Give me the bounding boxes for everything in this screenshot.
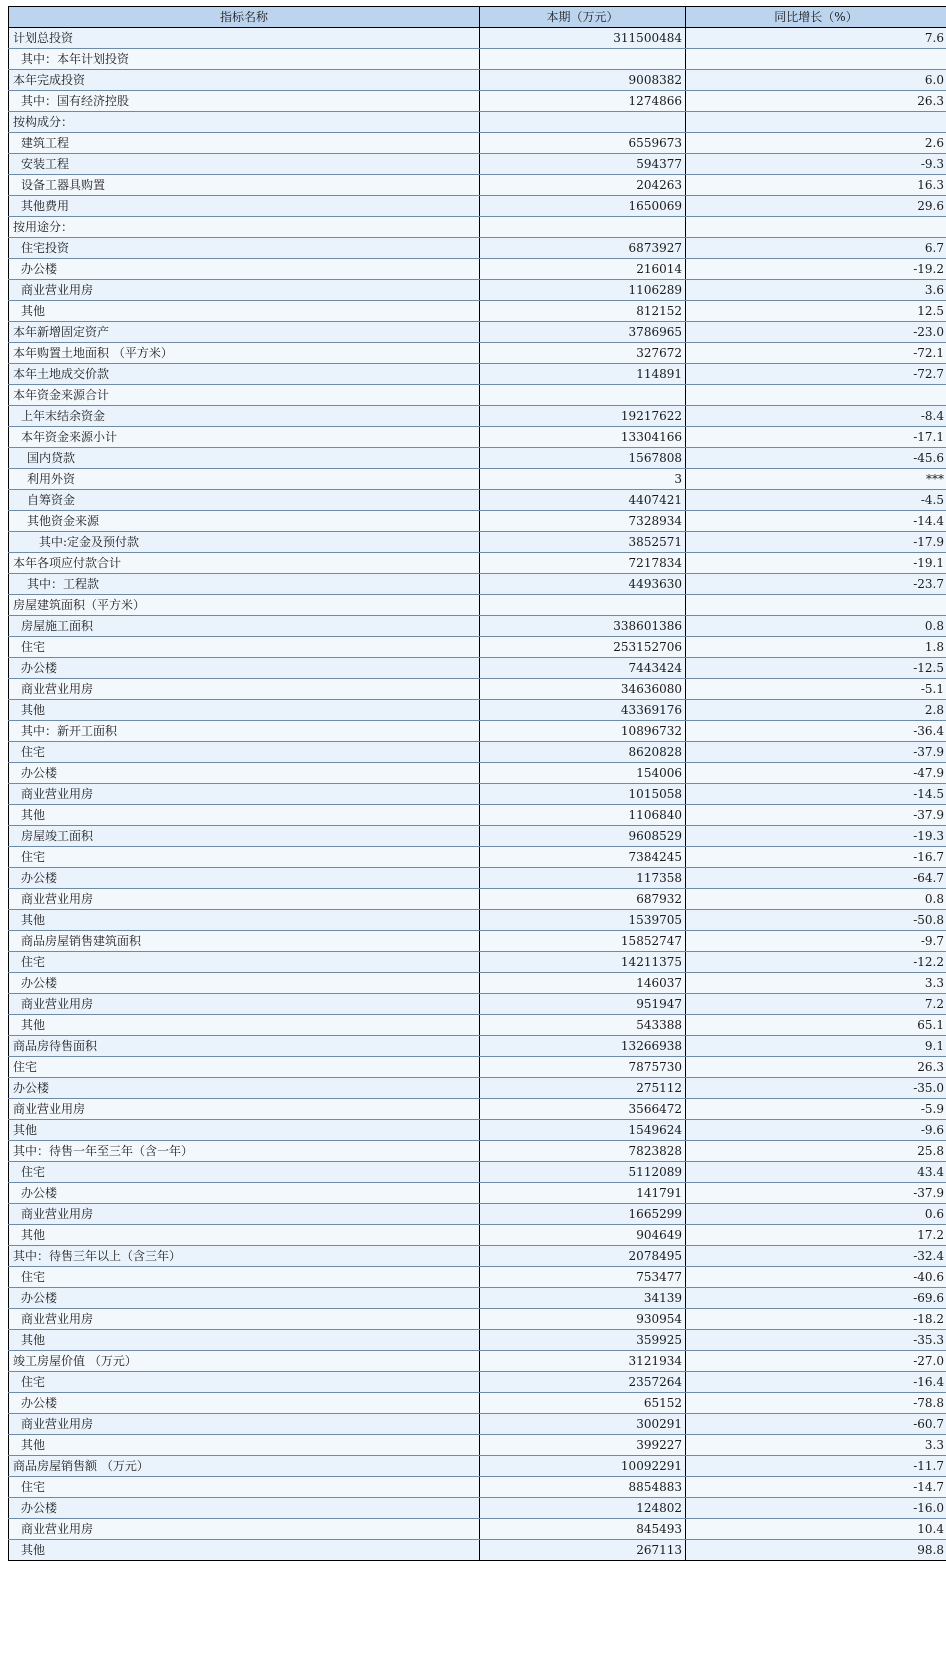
- yoy-growth-cell: 0.6: [686, 1204, 946, 1225]
- current-value-cell: 7217834: [480, 553, 686, 574]
- indicator-name-cell: 利用外资: [9, 469, 480, 490]
- indicator-name-cell: 国内贷款: [9, 448, 480, 469]
- yoy-growth-cell: -14.4: [686, 511, 946, 532]
- current-value-cell: 4407421: [480, 490, 686, 511]
- table-row: [9, 973, 946, 994]
- table-row: [9, 952, 946, 973]
- yoy-growth-cell: -72.1: [686, 343, 946, 364]
- table-row: [9, 1225, 946, 1246]
- yoy-growth-cell: -23.0: [686, 322, 946, 343]
- current-value-cell: 359925: [480, 1330, 686, 1351]
- table-row: [9, 511, 946, 532]
- indicator-name-cell: 其他: [9, 301, 480, 322]
- yoy-growth-cell: -35.3: [686, 1330, 946, 1351]
- table-row: [9, 1456, 946, 1477]
- yoy-growth-cell: 6.7: [686, 238, 946, 259]
- yoy-growth-cell: -32.4: [686, 1246, 946, 1267]
- indicator-name-cell: 商业营业用房: [9, 1309, 480, 1330]
- yoy-growth-cell: -8.4: [686, 406, 946, 427]
- current-value-cell: 327672: [480, 343, 686, 364]
- table-row: [9, 1015, 946, 1036]
- yoy-growth-cell: -72.7: [686, 364, 946, 385]
- yoy-growth-cell: -27.0: [686, 1351, 946, 1372]
- indicator-name-cell: 住宅: [9, 637, 480, 658]
- yoy-growth-cell: -37.9: [686, 742, 946, 763]
- indicator-name-cell: 其中：新开工面积: [9, 721, 480, 742]
- indicator-name-cell: 办公楼: [9, 1078, 480, 1099]
- current-value-cell: 2357264: [480, 1372, 686, 1393]
- current-value-cell: [480, 385, 686, 406]
- yoy-growth-cell: 17.2: [686, 1225, 946, 1246]
- table-row: [9, 1036, 946, 1057]
- current-value-cell: 1015058: [480, 784, 686, 805]
- current-value-cell: 951947: [480, 994, 686, 1015]
- table-row: [9, 1309, 946, 1330]
- table-row: [9, 616, 946, 637]
- table-row: [9, 112, 946, 133]
- yoy-growth-cell: -14.5: [686, 784, 946, 805]
- yoy-growth-cell: -16.7: [686, 847, 946, 868]
- table-row: [9, 196, 946, 217]
- indicator-name-cell: 本年资金来源合计: [9, 385, 480, 406]
- current-value-cell: 154006: [480, 763, 686, 784]
- current-value-cell: 812152: [480, 301, 686, 322]
- indicator-name-cell: 其他: [9, 1015, 480, 1036]
- indicator-name-cell: 按用途分：: [9, 217, 480, 238]
- indicator-name-cell: 办公楼: [9, 763, 480, 784]
- table-row: [9, 133, 946, 154]
- table-row: [9, 238, 946, 259]
- yoy-growth-cell: -37.9: [686, 805, 946, 826]
- yoy-growth-cell: 16.3: [686, 175, 946, 196]
- indicator-name-cell: 住宅: [9, 952, 480, 973]
- indicator-name-cell: 本年购置土地面积 （平方米）: [9, 343, 480, 364]
- current-value-cell: 1650069: [480, 196, 686, 217]
- table-row: [9, 847, 946, 868]
- current-value-cell: 1539705: [480, 910, 686, 931]
- yoy-growth-cell: -16.0: [686, 1498, 946, 1519]
- yoy-growth-cell: -16.4: [686, 1372, 946, 1393]
- indicator-name-cell: 其中：待售一年至三年（含一年）: [9, 1141, 480, 1162]
- current-value-cell: 8854883: [480, 1477, 686, 1498]
- indicator-name-cell: 房屋竣工面积: [9, 826, 480, 847]
- indicator-name-cell: 其中：本年计划投资: [9, 49, 480, 70]
- yoy-growth-cell: -19.2: [686, 259, 946, 280]
- indicator-name-cell: 商业营业用房: [9, 784, 480, 805]
- current-value-cell: [480, 595, 686, 616]
- current-value-cell: 10092291: [480, 1456, 686, 1477]
- indicator-name-cell: 办公楼: [9, 1393, 480, 1414]
- indicator-name-cell: 住宅投资: [9, 238, 480, 259]
- table-row: [9, 280, 946, 301]
- indicator-name-cell: 计划总投资: [9, 28, 480, 49]
- yoy-growth-cell: -78.8: [686, 1393, 946, 1414]
- current-value-cell: 753477: [480, 1267, 686, 1288]
- indicator-name-cell: 其他: [9, 1435, 480, 1456]
- indicator-name-cell: 其他: [9, 805, 480, 826]
- indicator-name-cell: 办公楼: [9, 658, 480, 679]
- table-row: [9, 1267, 946, 1288]
- indicator-name-cell: 上年末结余资金: [9, 406, 480, 427]
- current-value-cell: [480, 217, 686, 238]
- table-row: [9, 490, 946, 511]
- current-value-cell: 141791: [480, 1183, 686, 1204]
- table-row: [9, 469, 946, 490]
- indicator-name-cell: 本年新增固定资产: [9, 322, 480, 343]
- table-row: [9, 28, 946, 49]
- table-row: [9, 1330, 946, 1351]
- current-value-cell: 7328934: [480, 511, 686, 532]
- current-value-cell: 43369176: [480, 700, 686, 721]
- indicator-name-cell: 住宅: [9, 1477, 480, 1498]
- table-row: [9, 1372, 946, 1393]
- current-value-cell: 6873927: [480, 238, 686, 259]
- table-row: [9, 385, 946, 406]
- current-value-cell: 2078495: [480, 1246, 686, 1267]
- table-row: [9, 1246, 946, 1267]
- indicator-name-cell: 其他: [9, 1225, 480, 1246]
- indicator-name-cell: 住宅: [9, 1267, 480, 1288]
- table-row: [9, 784, 946, 805]
- table-row: [9, 154, 946, 175]
- indicator-name-cell: 其他: [9, 910, 480, 931]
- current-value-cell: 3852571: [480, 532, 686, 553]
- indicator-name-cell: 本年各项应付款合计: [9, 553, 480, 574]
- indicator-name-cell: 住宅: [9, 1162, 480, 1183]
- yoy-growth-cell: [686, 217, 946, 238]
- current-value-cell: 7823828: [480, 1141, 686, 1162]
- table-row: [9, 1120, 946, 1141]
- yoy-growth-cell: -45.6: [686, 448, 946, 469]
- yoy-growth-cell: -69.6: [686, 1288, 946, 1309]
- indicator-name-cell: 商业营业用房: [9, 1099, 480, 1120]
- table-row: [9, 910, 946, 931]
- table-row: [9, 826, 946, 847]
- yoy-growth-cell: [686, 385, 946, 406]
- yoy-growth-cell: -5.9: [686, 1099, 946, 1120]
- table-row: [9, 1477, 946, 1498]
- current-value-cell: 1106840: [480, 805, 686, 826]
- indicator-name-cell: 办公楼: [9, 1288, 480, 1309]
- indicator-name-cell: 其他: [9, 1540, 480, 1561]
- current-value-cell: 4493630: [480, 574, 686, 595]
- yoy-growth-cell: 26.3: [686, 91, 946, 112]
- table-row: [9, 658, 946, 679]
- yoy-growth-cell: -17.1: [686, 427, 946, 448]
- indicator-name-cell: 其他: [9, 700, 480, 721]
- current-value-cell: 1274866: [480, 91, 686, 112]
- table-row: [9, 931, 946, 952]
- indicator-name-cell: 住宅: [9, 847, 480, 868]
- current-value-cell: 300291: [480, 1414, 686, 1435]
- current-value-cell: 7875730: [480, 1057, 686, 1078]
- table-row: [9, 91, 946, 112]
- yoy-growth-cell: 0.8: [686, 616, 946, 637]
- yoy-growth-cell: -9.3: [686, 154, 946, 175]
- indicator-name-cell: 商品房屋销售额 （万元）: [9, 1456, 480, 1477]
- yoy-growth-cell: ***: [686, 469, 946, 490]
- yoy-growth-cell: 2.6: [686, 133, 946, 154]
- yoy-growth-cell: 98.8: [686, 1540, 946, 1561]
- table-row: [9, 1519, 946, 1540]
- current-value-cell: 904649: [480, 1225, 686, 1246]
- table-row: [9, 1183, 946, 1204]
- indicator-name-cell: 本年资金来源小计: [9, 427, 480, 448]
- current-value-cell: 275112: [480, 1078, 686, 1099]
- statistics-table-container: [8, 6, 946, 1561]
- indicator-name-cell: 其他资金来源: [9, 511, 480, 532]
- current-value-cell: 146037: [480, 973, 686, 994]
- indicator-name-cell: 其中：工程款: [9, 574, 480, 595]
- table-row: [9, 406, 946, 427]
- table-row: [9, 763, 946, 784]
- current-value-cell: 14211375: [480, 952, 686, 973]
- table-row: [9, 343, 946, 364]
- yoy-growth-cell: -17.9: [686, 532, 946, 553]
- current-value-cell: 3121934: [480, 1351, 686, 1372]
- yoy-growth-cell: 26.3: [686, 1057, 946, 1078]
- current-value-cell: 204263: [480, 175, 686, 196]
- yoy-growth-cell: -9.6: [686, 1120, 946, 1141]
- indicator-name-cell: 住宅: [9, 1372, 480, 1393]
- yoy-growth-cell: 7.2: [686, 994, 946, 1015]
- header-indicator-name: 指标名称: [9, 7, 480, 28]
- current-value-cell: 5112089: [480, 1162, 686, 1183]
- yoy-growth-cell: -12.5: [686, 658, 946, 679]
- current-value-cell: 3786965: [480, 322, 686, 343]
- table-row: [9, 1393, 946, 1414]
- yoy-growth-cell: -60.7: [686, 1414, 946, 1435]
- current-value-cell: 34139: [480, 1288, 686, 1309]
- current-value-cell: 117358: [480, 868, 686, 889]
- indicator-name-cell: 办公楼: [9, 1498, 480, 1519]
- indicator-name-cell: 商品房屋销售建筑面积: [9, 931, 480, 952]
- yoy-growth-cell: -19.3: [686, 826, 946, 847]
- table-row: [9, 700, 946, 721]
- current-value-cell: 6559673: [480, 133, 686, 154]
- table-row: [9, 364, 946, 385]
- indicator-name-cell: 本年土地成交价款: [9, 364, 480, 385]
- table-row: [9, 1351, 946, 1372]
- yoy-growth-cell: [686, 49, 946, 70]
- indicator-name-cell: 房屋施工面积: [9, 616, 480, 637]
- table-row: [9, 679, 946, 700]
- yoy-growth-cell: -64.7: [686, 868, 946, 889]
- table-row: [9, 322, 946, 343]
- indicator-name-cell: 建筑工程: [9, 133, 480, 154]
- yoy-growth-cell: [686, 595, 946, 616]
- table-row: [9, 805, 946, 826]
- current-value-cell: 3566472: [480, 1099, 686, 1120]
- current-value-cell: 1665299: [480, 1204, 686, 1225]
- yoy-growth-cell: 25.8: [686, 1141, 946, 1162]
- current-value-cell: [480, 49, 686, 70]
- table-row: [9, 868, 946, 889]
- yoy-growth-cell: 3.6: [686, 280, 946, 301]
- table-row: [9, 637, 946, 658]
- yoy-growth-cell: 3.3: [686, 973, 946, 994]
- indicator-name-cell: 其他: [9, 1330, 480, 1351]
- yoy-growth-cell: -14.7: [686, 1477, 946, 1498]
- table-row: [9, 175, 946, 196]
- yoy-growth-cell: -19.1: [686, 553, 946, 574]
- indicator-name-cell: 商业营业用房: [9, 1519, 480, 1540]
- indicator-name-cell: 办公楼: [9, 973, 480, 994]
- current-value-cell: 15852747: [480, 931, 686, 952]
- yoy-growth-cell: -23.7: [686, 574, 946, 595]
- yoy-growth-cell: -35.0: [686, 1078, 946, 1099]
- indicator-name-cell: 商业营业用房: [9, 994, 480, 1015]
- indicator-name-cell: 商业营业用房: [9, 280, 480, 301]
- yoy-growth-cell: 43.4: [686, 1162, 946, 1183]
- indicator-name-cell: 办公楼: [9, 259, 480, 280]
- current-value-cell: 9008382: [480, 70, 686, 91]
- table-row: [9, 1078, 946, 1099]
- yoy-growth-cell: 12.5: [686, 301, 946, 322]
- indicator-name-cell: 办公楼: [9, 1183, 480, 1204]
- yoy-growth-cell: -40.6: [686, 1267, 946, 1288]
- indicator-name-cell: 其他费用: [9, 196, 480, 217]
- current-value-cell: 3: [480, 469, 686, 490]
- current-value-cell: 253152706: [480, 637, 686, 658]
- current-value-cell: 594377: [480, 154, 686, 175]
- table-row: [9, 595, 946, 616]
- table-row: [9, 889, 946, 910]
- current-value-cell: 267113: [480, 1540, 686, 1561]
- table-row: [9, 1057, 946, 1078]
- yoy-growth-cell: 10.4: [686, 1519, 946, 1540]
- yoy-growth-cell: 2.8: [686, 700, 946, 721]
- yoy-growth-cell: 9.1: [686, 1036, 946, 1057]
- table-row: [9, 1099, 946, 1120]
- indicator-name-cell: 其中:定金及预付款: [9, 532, 480, 553]
- table-row: [9, 1540, 946, 1561]
- yoy-growth-cell: 7.6: [686, 28, 946, 49]
- yoy-growth-cell: -18.2: [686, 1309, 946, 1330]
- statistics-table: [8, 6, 946, 1561]
- yoy-growth-cell: -12.2: [686, 952, 946, 973]
- current-value-cell: 687932: [480, 889, 686, 910]
- current-value-cell: 34636080: [480, 679, 686, 700]
- table-row: [9, 532, 946, 553]
- table-row: [9, 1435, 946, 1456]
- indicator-name-cell: 设备工器具购置: [9, 175, 480, 196]
- indicator-name-cell: 本年完成投资: [9, 70, 480, 91]
- indicator-name-cell: 商业营业用房: [9, 1204, 480, 1225]
- table-row: [9, 1414, 946, 1435]
- indicator-name-cell: 竣工房屋价值 （万元）: [9, 1351, 480, 1372]
- current-value-cell: 338601386: [480, 616, 686, 637]
- indicator-name-cell: 商业营业用房: [9, 679, 480, 700]
- yoy-growth-cell: [686, 112, 946, 133]
- current-value-cell: 8620828: [480, 742, 686, 763]
- current-value-cell: 543388: [480, 1015, 686, 1036]
- indicator-name-cell: 其中：待售三年以上（含三年）: [9, 1246, 480, 1267]
- current-value-cell: [480, 112, 686, 133]
- table-row: [9, 1162, 946, 1183]
- yoy-growth-cell: -9.7: [686, 931, 946, 952]
- yoy-growth-cell: -11.7: [686, 1456, 946, 1477]
- current-value-cell: 845493: [480, 1519, 686, 1540]
- table-row: [9, 301, 946, 322]
- current-value-cell: 13266938: [480, 1036, 686, 1057]
- current-value-cell: 124802: [480, 1498, 686, 1519]
- current-value-cell: 65152: [480, 1393, 686, 1414]
- indicator-name-cell: 其他: [9, 1120, 480, 1141]
- current-value-cell: 10896732: [480, 721, 686, 742]
- indicator-name-cell: 其中：国有经济控股: [9, 91, 480, 112]
- yoy-growth-cell: -50.8: [686, 910, 946, 931]
- current-value-cell: 1567808: [480, 448, 686, 469]
- yoy-growth-cell: -36.4: [686, 721, 946, 742]
- header-current-value: 本期（万元）: [480, 7, 686, 28]
- current-value-cell: 114891: [480, 364, 686, 385]
- table-row: [9, 574, 946, 595]
- indicator-name-cell: 住宅: [9, 742, 480, 763]
- current-value-cell: 1549624: [480, 1120, 686, 1141]
- header-row: [9, 7, 946, 28]
- table-row: [9, 1141, 946, 1162]
- current-value-cell: 7384245: [480, 847, 686, 868]
- yoy-growth-cell: -47.9: [686, 763, 946, 784]
- current-value-cell: 1106289: [480, 280, 686, 301]
- yoy-growth-cell: 0.8: [686, 889, 946, 910]
- yoy-growth-cell: -4.5: [686, 490, 946, 511]
- current-value-cell: 13304166: [480, 427, 686, 448]
- table-row: [9, 259, 946, 280]
- table-row: [9, 994, 946, 1015]
- table-row: [9, 448, 946, 469]
- current-value-cell: 311500484: [480, 28, 686, 49]
- indicator-name-cell: 住宅: [9, 1057, 480, 1078]
- indicator-name-cell: 办公楼: [9, 868, 480, 889]
- table-row: [9, 742, 946, 763]
- table-body: [9, 28, 946, 1561]
- yoy-growth-cell: 1.8: [686, 637, 946, 658]
- table-row: [9, 70, 946, 91]
- indicator-name-cell: 商业营业用房: [9, 889, 480, 910]
- current-value-cell: 930954: [480, 1309, 686, 1330]
- table-row: [9, 1204, 946, 1225]
- current-value-cell: 9608529: [480, 826, 686, 847]
- current-value-cell: 399227: [480, 1435, 686, 1456]
- table-row: [9, 427, 946, 448]
- yoy-growth-cell: 6.0: [686, 70, 946, 91]
- table-row: [9, 49, 946, 70]
- yoy-growth-cell: -37.9: [686, 1183, 946, 1204]
- indicator-name-cell: 房屋建筑面积（平方米）: [9, 595, 480, 616]
- indicator-name-cell: 安装工程: [9, 154, 480, 175]
- header-yoy-growth: 同比增长（%）: [686, 7, 946, 28]
- yoy-growth-cell: 29.6: [686, 196, 946, 217]
- current-value-cell: 7443424: [480, 658, 686, 679]
- table-row: [9, 1498, 946, 1519]
- yoy-growth-cell: 3.3: [686, 1435, 946, 1456]
- table-row: [9, 217, 946, 238]
- current-value-cell: 216014: [480, 259, 686, 280]
- current-value-cell: 19217622: [480, 406, 686, 427]
- yoy-growth-cell: 65.1: [686, 1015, 946, 1036]
- table-row: [9, 553, 946, 574]
- indicator-name-cell: 自筹资金: [9, 490, 480, 511]
- table-row: [9, 721, 946, 742]
- yoy-growth-cell: -5.1: [686, 679, 946, 700]
- indicator-name-cell: 商业营业用房: [9, 1414, 480, 1435]
- table-row: [9, 1288, 946, 1309]
- indicator-name-cell: 按构成分：: [9, 112, 480, 133]
- indicator-name-cell: 商品房待售面积: [9, 1036, 480, 1057]
